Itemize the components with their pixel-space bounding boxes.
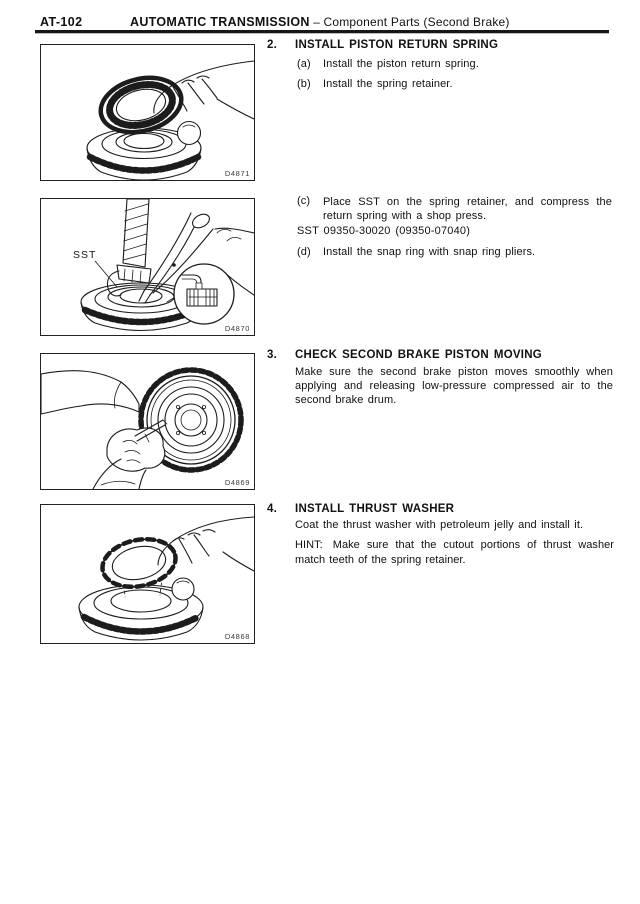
substep-a (297, 58, 479, 70)
hint-label: HINT: (295, 539, 323, 551)
substep-d (297, 246, 535, 258)
substep-c-label: (c) (297, 195, 311, 207)
substep-d-text: Install the snap ring with snap ring pliers. (323, 246, 536, 258)
step-3-number: 3. (267, 349, 277, 361)
step-2-number: 2. (267, 39, 277, 51)
substep-d-label: (d) (297, 246, 311, 258)
hint-text: Make sure that the cutout portions of thrust washer match teeth of the spring retainer. (295, 539, 614, 566)
return-spring-illustration (41, 45, 254, 180)
figure-code: D4871 (224, 169, 250, 178)
air-check-illustration (41, 354, 254, 489)
step-3-body: Make sure the second brake piston moves smoothly when applying and releasing low-pressure compressed air to the second brake drum. (295, 366, 613, 406)
manual-section-subtitle: – Component Parts (Second Brake) (313, 15, 510, 29)
page-number: AT-102 (40, 15, 83, 29)
substep-a-label: (a) (297, 58, 311, 70)
figure-check-piston-moving (40, 353, 255, 490)
sst-press-illustration (41, 199, 254, 335)
figure-code: D4869 (224, 478, 250, 487)
sst-part-number-note: SST 09350-30020 (09350-07040) (297, 225, 471, 237)
header-divider (35, 30, 609, 34)
step-4-body: Coat the thrust washer with petroleum jelly and install it. (295, 519, 584, 531)
figure-install-thrust-washer (40, 504, 255, 644)
step-4-number: 4. (267, 503, 277, 515)
step-4-title: INSTALL THRUST WASHER (295, 503, 455, 515)
substep-c (297, 195, 612, 223)
step-2-title: INSTALL PISTON RETURN SPRING (295, 39, 499, 51)
figure-code: D4870 (224, 324, 250, 333)
step-3-title: CHECK SECOND BRAKE PISTON MOVING (295, 349, 543, 361)
substep-b-label: (b) (297, 78, 311, 90)
substep-b-text: Install the spring retainer. (323, 78, 453, 90)
substep-c-text: Place SST on the spring retainer, and compress the return spring with a shop press. (323, 196, 612, 222)
figure-code: D4868 (224, 632, 250, 641)
manual-section-title: AUTOMATIC TRANSMISSION (130, 15, 310, 29)
figure-install-return-spring (40, 44, 255, 181)
step-4-hint (295, 538, 614, 568)
figure-sst-compress-spring (40, 198, 255, 336)
page-header-title (130, 15, 510, 29)
substep-b (297, 78, 453, 90)
thrust-washer-illustration (41, 505, 254, 643)
substep-a-text: Install the piston return spring. (323, 58, 479, 70)
sst-callout-label: SST (73, 249, 97, 261)
